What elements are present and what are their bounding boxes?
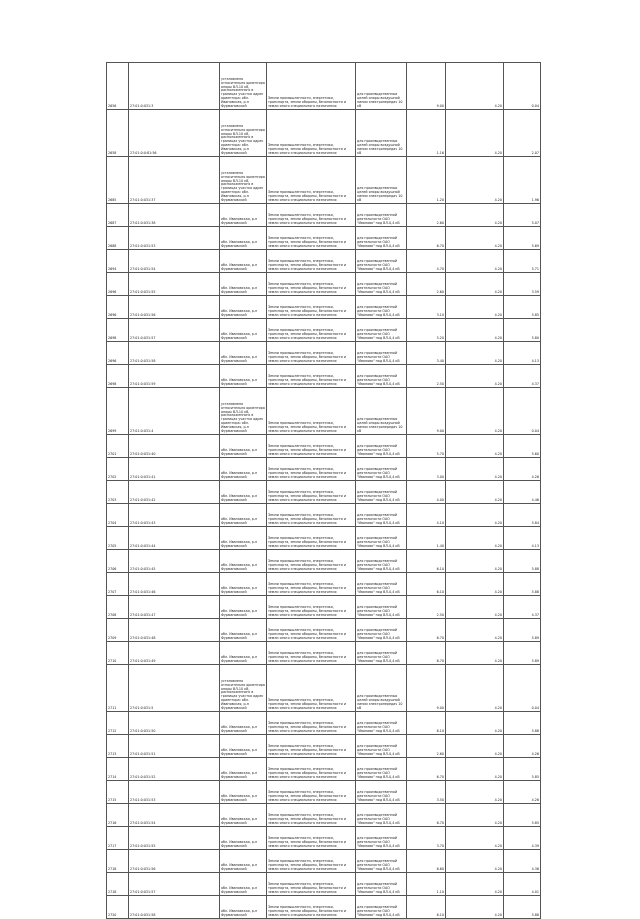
permitted-use-cell: для производственных целей опоры воздушной линии электропередач 10 кВ xyxy=(356,665,407,712)
land-category-cell: Земли промышленности, энергетики, транспорта, земли обороны, безопасности и земли иного специального назначения xyxy=(267,827,356,850)
rate-cell: 4.20 xyxy=(446,896,504,919)
land-category-cell: Земли промышленности, энергетики, транспорта, земли обороны, безопасности и земли иного специального назначения xyxy=(267,365,356,388)
area-cell: 6.10 xyxy=(407,896,446,919)
location-cell: обл. Ивановская, р-н Фурмановский xyxy=(220,781,267,804)
cadastral-number-cell: 27:01:0:031:56 xyxy=(129,296,220,319)
area-cell: 2.60 xyxy=(407,735,446,758)
amount-cell: 5.07 xyxy=(504,204,541,227)
land-category-cell: Земли промышленности, энергетики, транспорта, земли обороны, безопасности и земли иного специального назначения xyxy=(267,550,356,573)
rate-cell: 4.20 xyxy=(446,296,504,319)
rate-cell: 4.20 xyxy=(446,781,504,804)
table-row xyxy=(107,781,541,804)
rate-cell: 4.20 xyxy=(446,365,504,388)
table-row xyxy=(107,896,541,919)
location-cell: обл. Ивановская, р-н Фурмановский xyxy=(220,204,267,227)
location-cell: обл. Ивановская, р-н Фурмановский xyxy=(220,619,267,642)
location-cell: обл. Ивановская, р-н Фурмановский xyxy=(220,712,267,735)
permitted-use-cell: для производственных целей опоры воздушной линии электропередач 10 кВ xyxy=(356,110,407,157)
location-cell: обл. Ивановская, р-н Фурмановский xyxy=(220,527,267,550)
land-category-cell: Земли промышленности, энергетики, транспорта, земли обороны, безопасности и земли иного специального назначения xyxy=(267,781,356,804)
permitted-use-cell: для производственных целей опоры воздушной линии электропередач 10 кВ xyxy=(356,388,407,435)
amount-cell: 5.71 xyxy=(504,250,541,273)
amount-cell: 4.26 xyxy=(504,781,541,804)
cadastral-number-cell: 27:01:0:031:47 xyxy=(129,596,220,619)
permitted-use-cell: для производственной деятельности ОАО "Иваново" под ВЛ-0,4 кВ xyxy=(356,527,407,550)
cadastral-number-cell: 27:01:0:031:40 xyxy=(129,435,220,458)
rate-cell: 4.20 xyxy=(446,157,504,204)
permitted-use-cell: для производственной деятельности ОАО "Иваново" под ВЛ-0,4 кВ xyxy=(356,896,407,919)
rate-cell: 4.20 xyxy=(446,342,504,365)
location-cell: обл. Ивановская, р-н Фурмановский xyxy=(220,296,267,319)
cadastral-number-cell: 27:01:0:031:50 xyxy=(129,712,220,735)
row-number-cell: 2711 xyxy=(107,665,129,712)
permitted-use-cell: для производственной деятельности ОАО "Иваново" под ВЛ-0,4 кВ xyxy=(356,296,407,319)
land-category-cell: Земли промышленности, энергетики, транспорта, земли обороны, безопасности и земли иного специального назначения xyxy=(267,619,356,642)
table-row xyxy=(107,758,541,781)
row-number-cell: 2707 xyxy=(107,573,129,596)
amount-cell: 5.89 xyxy=(504,642,541,665)
cadastral-number-cell: 27:01:0:031:53 xyxy=(129,227,220,250)
table-row xyxy=(107,342,541,365)
row-number-cell: 2702 xyxy=(107,458,129,481)
area-cell: 6.10 xyxy=(407,550,446,573)
cadastral-number-cell: 27:01:0:031:56 xyxy=(129,850,220,873)
cadastral-number-cell: 27:01:0:031:52 xyxy=(129,758,220,781)
table-row xyxy=(107,157,541,204)
land-category-cell: Земли промышленности, энергетики, транспорта, земли обороны, безопасности и земли иного специального назначения xyxy=(267,435,356,458)
cadastral-number-cell: 27:01:0:031:44 xyxy=(129,527,220,550)
permitted-use-cell: для производственной деятельности ОАО "Иваново" под ВЛ-0,4 кВ xyxy=(356,827,407,850)
rate-cell: 4.20 xyxy=(446,227,504,250)
cadastral-number-cell: 27:01:0:031:43 xyxy=(129,504,220,527)
table-row xyxy=(107,527,541,550)
rate-cell: 4.20 xyxy=(446,435,504,458)
cadastral-number-cell: 27:01:0:031:58 xyxy=(129,342,220,365)
location-cell: обл. Ивановская, р-н Фурмановский xyxy=(220,550,267,573)
row-number-cell: 2687 xyxy=(107,204,129,227)
cadastral-number-cell: 27:01:0:031:37 xyxy=(129,157,220,204)
rate-cell: 4.20 xyxy=(446,804,504,827)
table-row xyxy=(107,63,541,110)
permitted-use-cell: для производственной деятельности ОАО "Иваново" под ВЛ-0,4 кВ xyxy=(356,458,407,481)
location-cell: установлено относительно ориентира опоры ВЛ-10 кВ, расположенного в границах участка адрес ориентира: обл. Ивановская, р-н Фурмановский xyxy=(220,157,267,204)
row-number-cell: 2688 xyxy=(107,227,129,250)
amount-cell: 4.13 xyxy=(504,342,541,365)
cadastral-number-cell: 27:01:0:031:51 xyxy=(129,735,220,758)
permitted-use-cell: для производственной деятельности ОАО "Иваново" под ВЛ-0,4 кВ xyxy=(356,758,407,781)
land-category-cell: Земли промышленности, энергетики, транспорта, земли обороны, безопасности и земли иного специального назначения xyxy=(267,204,356,227)
row-number-cell: 2715 xyxy=(107,781,129,804)
permitted-use-cell: для производственной деятельности ОАО "Иваново" под ВЛ-0,4 кВ xyxy=(356,319,407,342)
location-cell: обл. Ивановская, р-н Фурмановский xyxy=(220,642,267,665)
cadastral-number-cell: 27:01:0:031:55 xyxy=(129,273,220,296)
permitted-use-cell: для производственной деятельности ОАО "Иваново" под ВЛ-0,4 кВ xyxy=(356,365,407,388)
rate-cell: 4.20 xyxy=(446,250,504,273)
row-number-cell: 2703 xyxy=(107,481,129,504)
area-cell: 5.20 xyxy=(407,319,446,342)
location-cell: обл. Ивановская, р-н Фурмановский xyxy=(220,573,267,596)
amount-cell: 4.26 xyxy=(504,458,541,481)
area-cell: 4.00 xyxy=(407,481,446,504)
table-row xyxy=(107,365,541,388)
land-category-cell: Земли промышленности, энергетики, транспорта, земли обороны, безопасности и земли иного специального назначения xyxy=(267,735,356,758)
amount-cell: 5.88 xyxy=(504,550,541,573)
cadastral-number-cell: 27:01:0:031:49 xyxy=(129,642,220,665)
rate-cell: 4.20 xyxy=(446,642,504,665)
area-cell: 2.50 xyxy=(407,365,446,388)
amount-cell: 5.88 xyxy=(504,712,541,735)
table-row xyxy=(107,296,541,319)
land-category-cell: Земли промышленности, энергетики, транспорта, земли обороны, безопасности и земли иного специального назначения xyxy=(267,296,356,319)
amount-cell: 2.07 xyxy=(504,110,541,157)
area-cell: 2.60 xyxy=(407,273,446,296)
amount-cell: 5.85 xyxy=(504,758,541,781)
row-number-cell: 2709 xyxy=(107,619,129,642)
row-number-cell: 2696 xyxy=(107,273,129,296)
rate-cell: 4.20 xyxy=(446,619,504,642)
rate-cell: 4.20 xyxy=(446,827,504,850)
location-cell: обл. Ивановская, р-н Фурмановский xyxy=(220,458,267,481)
land-category-cell: Земли промышленности, энергетики, транспорта, земли обороны, безопасности и земли иного специального назначения xyxy=(267,273,356,296)
amount-cell: 4.46 xyxy=(504,481,541,504)
land-category-cell: Земли промышленности, энергетики, транспорта, земли обороны, безопасности и земли иного специального назначения xyxy=(267,481,356,504)
table-row xyxy=(107,804,541,827)
amount-cell: 5.88 xyxy=(504,573,541,596)
table-row xyxy=(107,273,541,296)
rate-cell: 4.20 xyxy=(446,573,504,596)
land-category-cell: Земли промышленности, энергетики, транспорта, земли обороны, безопасности и земли иного специального назначения xyxy=(267,642,356,665)
amount-cell: 0.04 xyxy=(504,63,541,110)
area-cell: 4.10 xyxy=(407,504,446,527)
area-cell: 6.10 xyxy=(407,712,446,735)
rate-cell: 4.20 xyxy=(446,458,504,481)
permitted-use-cell: для производственной деятельности ОАО "Иваново" под ВЛ-0,4 кВ xyxy=(356,481,407,504)
rate-cell: 4.20 xyxy=(446,63,504,110)
row-number-cell: 2706 xyxy=(107,550,129,573)
rate-cell: 4.20 xyxy=(446,204,504,227)
cadastral-number-cell: 27:01:0:031:57 xyxy=(129,873,220,896)
land-category-cell: Земли промышленности, энергетики, транспорта, земли обороны, безопасности и земли иного специального назначения xyxy=(267,504,356,527)
amount-cell: 5.85 xyxy=(504,296,541,319)
amount-cell: 4.13 xyxy=(504,527,541,550)
rate-cell: 4.20 xyxy=(446,481,504,504)
row-number-cell: 2716 xyxy=(107,804,129,827)
cadastral-number-cell: 27:01:0:031:46 xyxy=(129,573,220,596)
permitted-use-cell: для производственной деятельности ОАО "Иваново" под ВЛ-0,4 кВ xyxy=(356,250,407,273)
row-number-cell: 2708 xyxy=(107,596,129,619)
row-number-cell: 2698 xyxy=(107,319,129,342)
area-cell: 6.70 xyxy=(407,804,446,827)
table-row xyxy=(107,596,541,619)
area-cell: 1.10 xyxy=(407,873,446,896)
location-cell: обл. Ивановская, р-н Фурмановский xyxy=(220,365,267,388)
rate-cell: 4.20 xyxy=(446,850,504,873)
cadastral-number-cell: 27:01:0:031:54 xyxy=(129,250,220,273)
table-row xyxy=(107,573,541,596)
permitted-use-cell: для производственной деятельности ОАО "Иваново" под ВЛ-0,4 кВ xyxy=(356,273,407,296)
rate-cell: 4.20 xyxy=(446,873,504,896)
location-cell: обл. Ивановская, р-н Фурмановский xyxy=(220,827,267,850)
register-table-body xyxy=(107,63,541,919)
row-number-cell: 2718 xyxy=(107,873,129,896)
area-cell: 3.10 xyxy=(407,296,446,319)
rate-cell: 4.20 xyxy=(446,504,504,527)
cadastral-number-cell: 27:01:0:031:41 xyxy=(129,458,220,481)
land-category-cell: Земли промышленности, энергетики, транспорта, земли обороны, безопасности и земли иного специального назначения xyxy=(267,458,356,481)
row-number-cell: 2705 xyxy=(107,527,129,550)
table-row xyxy=(107,504,541,527)
table-row xyxy=(107,712,541,735)
register-table xyxy=(106,62,541,919)
rate-cell: 4.20 xyxy=(446,735,504,758)
amount-cell: 5.69 xyxy=(504,227,541,250)
permitted-use-cell: для производственной деятельности ОАО "Иваново" под ВЛ-0,4 кВ xyxy=(356,712,407,735)
amount-cell: 4.01 xyxy=(504,873,541,896)
table-row xyxy=(107,873,541,896)
permitted-use-cell: для производственной деятельности ОАО "Иваново" под ВЛ-0,4 кВ xyxy=(356,435,407,458)
area-cell: 6.70 xyxy=(407,619,446,642)
area-cell: 1.20 xyxy=(407,157,446,204)
row-number-cell: 2696 xyxy=(107,296,129,319)
row-number-cell: 2685 xyxy=(107,157,129,204)
rate-cell: 4.20 xyxy=(446,110,504,157)
cadastral-number-cell: 27:01:0:031:58 xyxy=(129,896,220,919)
rate-cell: 4.20 xyxy=(446,388,504,435)
amount-cell: 5.60 xyxy=(504,435,541,458)
location-cell: обл. Ивановская, р-н Фурмановский xyxy=(220,735,267,758)
permitted-use-cell: для производственной деятельности ОАО "Иваново" под ВЛ-0,4 кВ xyxy=(356,850,407,873)
location-cell: обл. Ивановская, р-н Фурмановский xyxy=(220,342,267,365)
land-category-cell: Земли промышленности, энергетики, транспорта, земли обороны, безопасности и земли иного специального назначения xyxy=(267,850,356,873)
cadastral-number-cell: 27:01:0:031:59 xyxy=(129,365,220,388)
rate-cell: 4.20 xyxy=(446,550,504,573)
land-category-cell: Земли промышленности, энергетики, транспорта, земли обороны, безопасности и земли иного специального назначения xyxy=(267,896,356,919)
permitted-use-cell: для производственной деятельности ОАО "Иваново" под ВЛ-0,4 кВ xyxy=(356,573,407,596)
area-cell: 6.70 xyxy=(407,758,446,781)
permitted-use-cell: для производственной деятельности ОАО "Иваново" под ВЛ-0,4 кВ xyxy=(356,342,407,365)
table-row xyxy=(107,227,541,250)
permitted-use-cell: для производственной деятельности ОАО "Иваново" под ВЛ-0,4 кВ xyxy=(356,781,407,804)
location-cell: обл. Ивановская, р-н Фурмановский xyxy=(220,250,267,273)
rate-cell: 4.20 xyxy=(446,273,504,296)
area-cell: 9.00 xyxy=(407,388,446,435)
location-cell: обл. Ивановская, р-н Фурмановский xyxy=(220,873,267,896)
area-cell: 4.70 xyxy=(407,250,446,273)
permitted-use-cell: для производственной деятельности ОАО "Иваново" под ВЛ-0,4 кВ xyxy=(356,204,407,227)
land-category-cell: Земли промышленности, энергетики, транспорта, земли обороны, безопасности и земли иного специального назначения xyxy=(267,596,356,619)
table-row xyxy=(107,319,541,342)
land-category-cell: Земли промышленности, энергетики, транспорта, земли обороны, безопасности и земли иного специального назначения xyxy=(267,227,356,250)
amount-cell: 1.96 xyxy=(504,157,541,204)
location-cell: обл. Ивановская, р-н Фурмановский xyxy=(220,319,267,342)
land-category-cell: Земли промышленности, энергетики, транспорта, земли обороны, безопасности и земли иного специального назначения xyxy=(267,758,356,781)
row-number-cell: 2720 xyxy=(107,896,129,919)
permitted-use-cell: для производственной деятельности ОАО "Иваново" под ВЛ-0,4 кВ xyxy=(356,804,407,827)
location-cell: обл. Ивановская, р-н Фурмановский xyxy=(220,273,267,296)
location-cell: обл. Ивановская, р-н Фурмановский xyxy=(220,504,267,527)
land-category-cell: Земли промышленности, энергетики, транспорта, земли обороны, безопасности и земли иного специального назначения xyxy=(267,573,356,596)
cadastral-number-cell: 27:01:0:031:4 xyxy=(129,388,220,435)
amount-cell: 5.80 xyxy=(504,319,541,342)
land-category-cell: Земли промышленности, энергетики, транспорта, земли обороны, безопасности и земли иного специального назначения xyxy=(267,873,356,896)
amount-cell: 4.26 xyxy=(504,735,541,758)
cadastral-number-cell: 27:01:0:031:55 xyxy=(129,827,220,850)
cadastral-number-cell: 27:01:0:031:5 xyxy=(129,665,220,712)
table-row xyxy=(107,827,541,850)
row-number-cell: 2658 xyxy=(107,110,129,157)
amount-cell: 4.37 xyxy=(504,596,541,619)
row-number-cell: 2714 xyxy=(107,758,129,781)
row-number-cell: 2718 xyxy=(107,850,129,873)
table-row xyxy=(107,435,541,458)
permitted-use-cell: для производственной деятельности ОАО "Иваново" под ВЛ-0,4 кВ xyxy=(356,504,407,527)
permitted-use-cell: для производственной деятельности ОАО "Иваново" под ВЛ-0,4 кВ xyxy=(356,550,407,573)
area-cell: 6.10 xyxy=(407,573,446,596)
land-category-cell: Земли промышленности, энергетики, транспорта, земли обороны, безопасности и земли иного специального назначения xyxy=(267,250,356,273)
area-cell: 3.50 xyxy=(407,781,446,804)
amount-cell: 0.04 xyxy=(504,665,541,712)
location-cell: установлено относительно ориентира опоры ВЛ-10 кВ, расположенного в границах участка адрес ориентира: обл. Ивановская, р-н Фурмановский xyxy=(220,665,267,712)
area-cell: 6.70 xyxy=(407,642,446,665)
land-category-cell: Земли промышленности, энергетики, транспорта, земли обороны, безопасности и земли иного специального назначения xyxy=(267,342,356,365)
row-number-cell: 2710 xyxy=(107,642,129,665)
area-cell: 3.40 xyxy=(407,342,446,365)
location-cell: обл. Ивановская, р-н Фурмановский xyxy=(220,435,267,458)
table-row xyxy=(107,850,541,873)
land-category-cell: Земли промышленности, энергетики, транспорта, земли обороны, безопасности и земли иного специального назначения xyxy=(267,110,356,157)
permitted-use-cell: для производственной деятельности ОАО "Иваново" под ВЛ-0,4 кВ xyxy=(356,619,407,642)
area-cell: 9.00 xyxy=(407,665,446,712)
land-category-cell: Земли промышленности, энергетики, транспорта, земли обороны, безопасности и земли иного специального назначения xyxy=(267,157,356,204)
amount-cell: 4.36 xyxy=(504,850,541,873)
amount-cell: 5.89 xyxy=(504,619,541,642)
location-cell: обл. Ивановская, р-н Фурмановский xyxy=(220,481,267,504)
row-number-cell: 2696 xyxy=(107,342,129,365)
area-cell: 1.16 xyxy=(407,110,446,157)
location-cell: обл. Ивановская, р-н Фурмановский xyxy=(220,804,267,827)
land-category-cell: Земли промышленности, энергетики, транспорта, земли обороны, безопасности и земли иного специального назначения xyxy=(267,319,356,342)
amount-cell: 3.59 xyxy=(504,273,541,296)
location-cell: обл. Ивановская, р-н Фурмановский xyxy=(220,896,267,919)
rate-cell: 4.20 xyxy=(446,712,504,735)
amount-cell: 5.84 xyxy=(504,504,541,527)
location-cell: установлено относительно ориентира опоры ВЛ-10 кВ, расположенного в границах участка адрес ориентира: обл. Ивановская, р-н Фурмановский xyxy=(220,110,267,157)
cadastral-number-cell: 27:01:0:031:38 xyxy=(129,204,220,227)
amount-cell: 4.37 xyxy=(504,365,541,388)
permitted-use-cell: для производственных целей опоры воздушной линии электропередач 10 кВ xyxy=(356,157,407,204)
location-cell: обл. Ивановская, р-н Фурмановский xyxy=(220,227,267,250)
table-row xyxy=(107,204,541,227)
permitted-use-cell: для производственных целей опоры воздушной линии электропередач 10 кВ xyxy=(356,63,407,110)
table-row xyxy=(107,388,541,435)
row-number-cell: 2701 xyxy=(107,435,129,458)
rate-cell: 4.20 xyxy=(446,665,504,712)
area-cell: 3.70 xyxy=(407,827,446,850)
rate-cell: 4.20 xyxy=(446,596,504,619)
area-cell: 9.00 xyxy=(407,63,446,110)
location-cell: обл. Ивановская, р-н Фурмановский xyxy=(220,758,267,781)
permitted-use-cell: для производственной деятельности ОАО "Иваново" под ВЛ-0,4 кВ xyxy=(356,227,407,250)
area-cell: 3.00 xyxy=(407,458,446,481)
amount-cell: 0.04 xyxy=(504,388,541,435)
row-number-cell: 2694 xyxy=(107,250,129,273)
cadastral-number-cell: 27:01:0:031:57 xyxy=(129,319,220,342)
location-cell: установлено относительно ориентира опоры ВЛ-10 кВ, расположенного в границах участка адрес ориентира: обл. Ивановская, р-н Фурмановский xyxy=(220,63,267,110)
table-row xyxy=(107,481,541,504)
table-row xyxy=(107,250,541,273)
rate-cell: 4.20 xyxy=(446,319,504,342)
area-cell: 2.50 xyxy=(407,596,446,619)
cadastral-number-cell: 27:01:0:031:42 xyxy=(129,481,220,504)
amount-cell: 4.39 xyxy=(504,827,541,850)
area-cell: 1.40 xyxy=(407,527,446,550)
permitted-use-cell: для производственной деятельности ОАО "Иваново" под ВЛ-0,4 кВ xyxy=(356,596,407,619)
area-cell: 6.70 xyxy=(407,227,446,250)
cadastral-number-cell: 27:01:0:031:3 xyxy=(129,63,220,110)
rate-cell: 4.20 xyxy=(446,758,504,781)
location-cell: обл. Ивановская, р-н Фурмановский xyxy=(220,596,267,619)
table-row xyxy=(107,619,541,642)
permitted-use-cell: для производственной деятельности ОАО "Иваново" под ВЛ-0,4 кВ xyxy=(356,873,407,896)
cadastral-number-cell: 27:01:0:031:54 xyxy=(129,804,220,827)
amount-cell: 5.85 xyxy=(504,804,541,827)
row-number-cell: 2717 xyxy=(107,827,129,850)
cadastral-number-cell: 27:01:0:0:81:56 xyxy=(129,110,220,157)
cadastral-number-cell: 27:01:0:031:45 xyxy=(129,550,220,573)
row-number-cell: 2712 xyxy=(107,712,129,735)
land-category-cell: Земли промышленности, энергетики, транспорта, земли обороны, безопасности и земли иного специального назначения xyxy=(267,712,356,735)
table-row xyxy=(107,458,541,481)
area-cell: 6.60 xyxy=(407,850,446,873)
permitted-use-cell: для производственной деятельности ОАО "Иваново" под ВЛ-0,4 кВ xyxy=(356,642,407,665)
location-cell: обл. Ивановская, р-н Фурмановский xyxy=(220,850,267,873)
table-row xyxy=(107,550,541,573)
cadastral-number-cell: 27:01:0:031:53 xyxy=(129,781,220,804)
amount-cell: 5.88 xyxy=(504,896,541,919)
table-row xyxy=(107,735,541,758)
table-row xyxy=(107,665,541,712)
land-category-cell: Земли промышленности, энергетики, транспорта, земли обороны, безопасности и земли иного специального назначения xyxy=(267,527,356,550)
cadastral-number-cell: 27:01:0:031:48 xyxy=(129,619,220,642)
area-cell: 5.70 xyxy=(407,435,446,458)
row-number-cell: 2699 xyxy=(107,388,129,435)
permitted-use-cell: для производственной деятельности ОАО "Иваново" под ВЛ-0,4 кВ xyxy=(356,735,407,758)
land-category-cell: Земли промышленности, энергетики, транспорта, земли обороны, безопасности и земли иного специального назначения xyxy=(267,804,356,827)
row-number-cell: 2698 xyxy=(107,365,129,388)
land-category-cell: Земли промышленности, энергетики, транспорта, земли обороны, безопасности и земли иного специального назначения xyxy=(267,388,356,435)
land-category-cell: Земли промышленности, энергетики, транспорта, земли обороны, безопасности и земли иного специального назначения xyxy=(267,665,356,712)
row-number-cell: 2713 xyxy=(107,735,129,758)
row-number-cell: 2656 xyxy=(107,63,129,110)
row-number-cell: 2704 xyxy=(107,504,129,527)
rate-cell: 4.20 xyxy=(446,527,504,550)
area-cell: 2.60 xyxy=(407,204,446,227)
location-cell: установлено относительно ориентира опоры ВЛ-10 кВ, расположенного в границах участка адрес ориентира: обл. Ивановская, р-н Фурмановский xyxy=(220,388,267,435)
land-category-cell: Земли промышленности, энергетики, транспорта, земли обороны, безопасности и земли иного специального назначения xyxy=(267,63,356,110)
table-row xyxy=(107,110,541,157)
table-row xyxy=(107,642,541,665)
